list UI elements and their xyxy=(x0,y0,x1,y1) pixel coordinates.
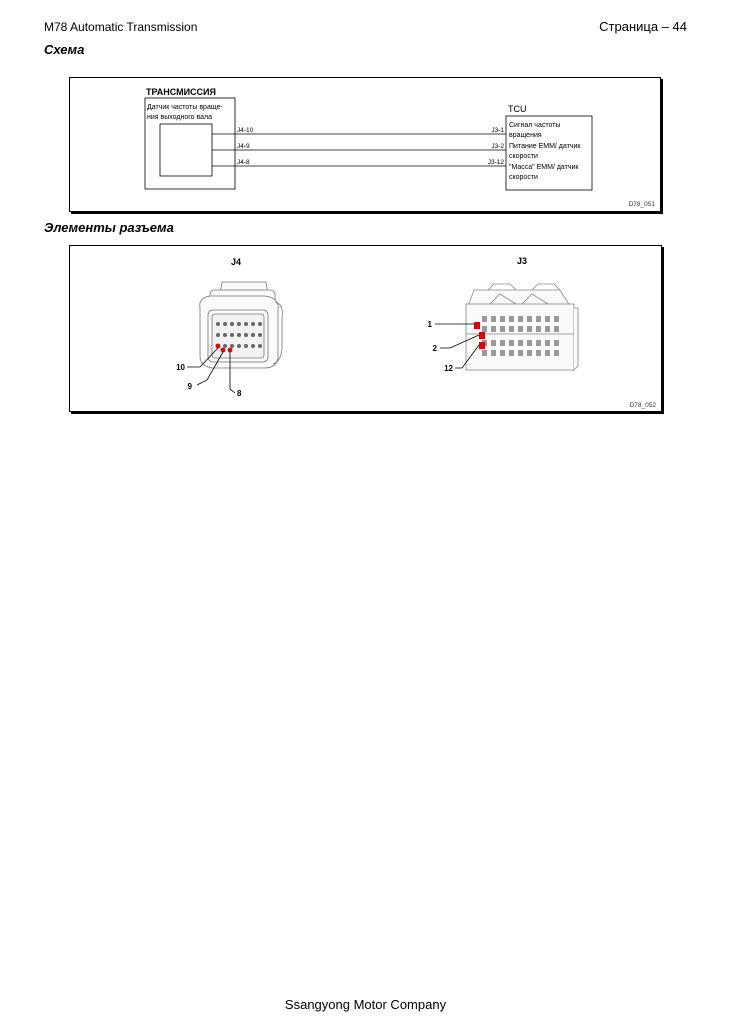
connector-drawings xyxy=(70,246,661,411)
doc-title: M78 Automatic Transmission xyxy=(44,20,198,34)
wire-to-label-3: J3-12 xyxy=(487,159,504,166)
tcu-signal-line-3: Питание EMM/ датчик xyxy=(509,143,581,150)
transmission-box xyxy=(145,98,235,189)
schematic-figure xyxy=(69,77,661,212)
transmission-title: ТРАНСМИССИЯ xyxy=(146,87,216,97)
j3-pin-label-1: 1 xyxy=(427,320,432,329)
sensor-label-line1: Датчик частоты враще- xyxy=(147,104,223,111)
tcu-signal-line-1: Сигнал частоты xyxy=(509,122,561,129)
connectors-section-title: Элементы разъема xyxy=(44,220,174,235)
wire-to-label-1: J3-1 xyxy=(491,127,504,134)
j3-label: J3 xyxy=(516,256,528,266)
figure-code-1: D78_051 xyxy=(628,201,655,208)
j4-connector-drawing xyxy=(200,282,283,368)
wiring-diagram xyxy=(70,78,660,211)
wire-from-label-2: J4-9 xyxy=(237,143,250,150)
figure-code-2: D78_052 xyxy=(629,402,656,409)
footer-company: Ssangyong Motor Company xyxy=(284,997,447,1012)
tcu-signal-line-5: "Масса" EMM/ датчик xyxy=(509,164,579,171)
schematic-section-title: Схема xyxy=(44,42,85,57)
tcu-title: TCU xyxy=(508,104,527,114)
j4-pin-label-8: 8 xyxy=(237,389,242,398)
page-number: Страница – 44 xyxy=(599,19,687,34)
tcu-signal-line-2: вращения xyxy=(509,132,542,139)
j3-pin-label-12: 12 xyxy=(444,364,453,373)
wire-from-label-3: J4-8 xyxy=(237,159,250,166)
connectors-figure xyxy=(69,245,662,412)
j4-label: J4 xyxy=(230,257,242,267)
speed-sensor-box xyxy=(160,124,212,176)
wire-from-label-1: J4-10 xyxy=(237,127,254,134)
tcu-signal-line-6: скорости xyxy=(509,174,538,181)
tcu-signal-line-4: скорости xyxy=(509,153,538,160)
j4-pin-label-10: 10 xyxy=(176,363,185,372)
sensor-label-line2: ния выходного вала xyxy=(147,114,213,121)
j3-pin-label-2: 2 xyxy=(432,344,437,353)
wire-to-label-2: J3-2 xyxy=(491,143,504,150)
j4-pin-label-9: 9 xyxy=(187,382,192,391)
